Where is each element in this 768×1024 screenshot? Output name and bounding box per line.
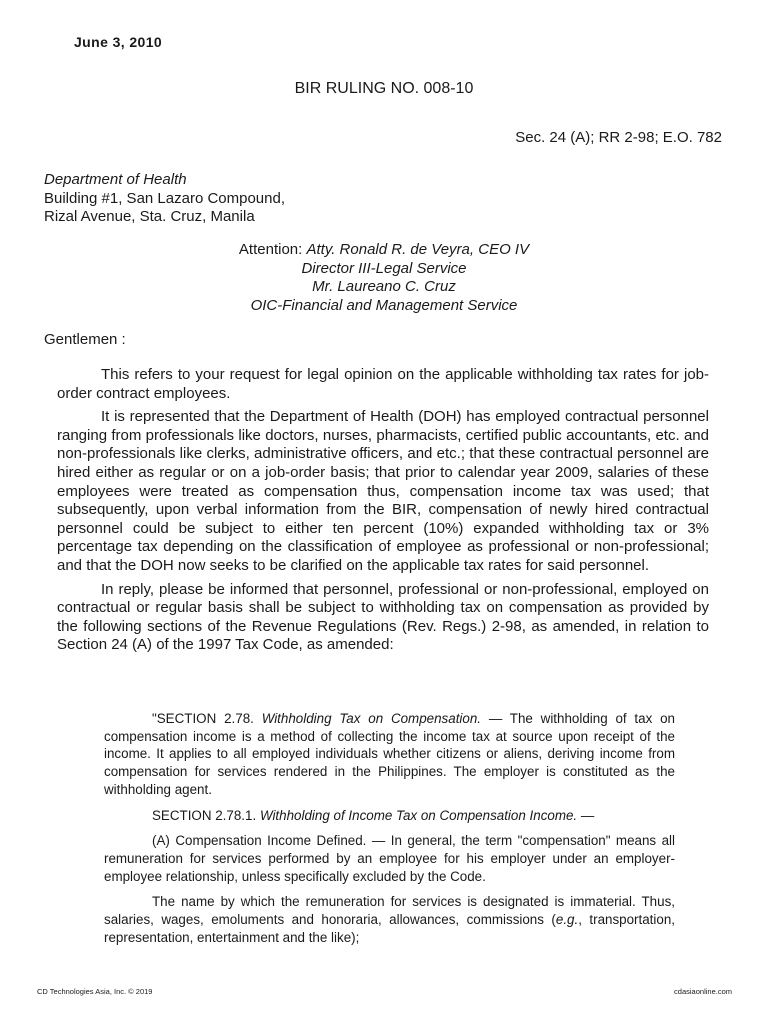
remuneration-eg: e.g.: [555, 912, 579, 928]
body-paragraph: In reply, please be informed that personnel, professional or non-professional, employed on contractual or regular basis shall be subject to withholding tax on compensation as provided by the following sections of the Revenue Regulations (Rev. Regs.) 2-98, as amended, in relation to Section 24 (A) of the 1997 Tax Code, as amended:: [57, 580, 709, 654]
quote-compensation-defined: (A) Compensation Income Defined. — In general, the term "compensation" means all remuneration for services performed by an employee for his employer under an employer-employee relationship, unless specifically excluded by the Code.: [104, 833, 675, 884]
footer-website: cdasiaonline.com: [674, 987, 732, 996]
attention-name-2: Mr. Laureano C. Cruz: [312, 278, 456, 295]
quoted-regulation: [104, 710, 675, 954]
ruling-number: BIR RULING NO. 008-10: [294, 80, 474, 97]
footer-copyright: CD Technologies Asia, Inc. © 2019: [37, 987, 153, 996]
salutation: Gentlemen :: [44, 331, 126, 348]
attention-line-1: [0, 241, 768, 260]
quote-section-2-78-1: [104, 807, 675, 825]
remuneration-text-2: , transportation, representation, entertainment and the like);: [104, 912, 675, 945]
attention-name-1: Atty. Ronald R. de Veyra, CEO IV: [306, 241, 530, 258]
attention-block: [0, 241, 768, 315]
section-2-78-body: — The withholding of tax on compensation income is a method of collecting the income tax at source upon receipt of the income. It applies to all employed individuals whether citizens or aliens, deriving income from compensation for services rendered in the Philippines. The employer is constituted as the withholding agent.: [104, 711, 675, 797]
section-2-78-lead: "SECTION 2.78.: [152, 711, 254, 726]
document-date: June 3, 2010: [74, 34, 163, 50]
body-paragraph: It is represented that the Department of Health (DOH) has employed contractual personnel ranging from professionals like doctors, nurses, pharmacists, certified public accountants, etc. and non-professionals like clerks, administrative officers, and etc.; that these contractual personnel are hired either as regular or on a job-order basis; that prior to calendar year 2009, salaries of these employees were treated as compensation thus, compensation income tax was used; that subsequently, upon verbal information from the BIR, compensation of newly hired contractual personnel could be subject to either ten percent (10%) expanded withholding tax or 3% percentage tax depending on the classification of employee as professional or non-professional; and that the DOH now seeks to be clarified on the applicable tax rates for said personnel.: [57, 408, 709, 574]
attention-title-2: OIC-Financial and Management Service: [250, 296, 518, 314]
addressee-line-2: Rizal Avenue, Sta. Cruz, Manila: [44, 208, 255, 225]
section-2-78-1-title: Withholding of Income Tax on Compensation Income.: [259, 807, 578, 823]
body-paragraph: This refers to your request for legal opinion on the applicable withholding tax rates for job-order contract employees.: [57, 366, 709, 402]
quote-remuneration-name: [104, 893, 675, 946]
addressee-line-1: Building #1, San Lazaro Compound,: [44, 189, 285, 207]
addressee-org: Department of Health: [44, 171, 187, 188]
attention-title-1: Director III-Legal Service: [301, 259, 467, 277]
letter-body: [57, 366, 709, 660]
remuneration-text-1: The name by which the remuneration for services is designated is immaterial. Thus, salaries, wages, emoluments and honoraria, allowances, commissions (: [104, 894, 675, 928]
attention-label: Attention:: [238, 241, 303, 258]
section-references: Sec. 24 (A); RR 2-98; E.O. 782: [515, 129, 722, 146]
section-2-78-title: Withholding Tax on Compensation.: [261, 711, 482, 726]
quote-section-2-78: [104, 710, 675, 799]
addressee-block: [44, 171, 285, 227]
section-2-78-1-dash: —: [577, 807, 595, 823]
section-2-78-1-lead: SECTION 2.78.1.: [152, 807, 257, 823]
